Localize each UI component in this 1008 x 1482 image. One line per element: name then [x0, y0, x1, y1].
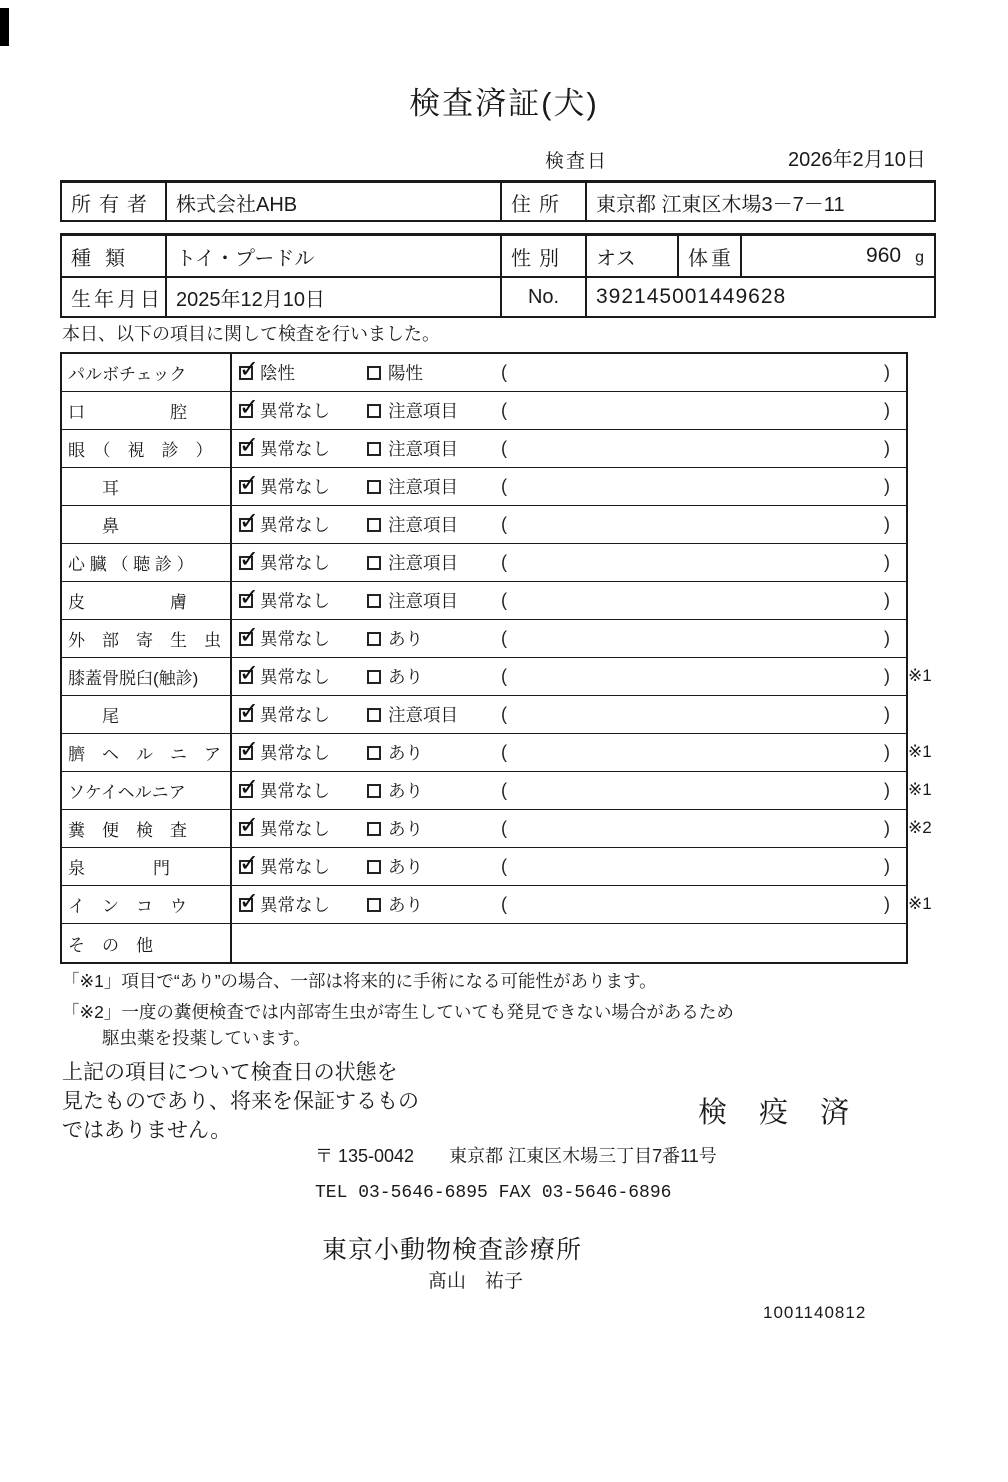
inspection-item-result — [232, 582, 906, 619]
checked-checkbox-icon — [239, 480, 253, 494]
checked-option-label: 異常なし — [260, 857, 330, 877]
inspection-date-label: 検査日 — [545, 151, 609, 172]
footnote-marker: ※1 — [908, 894, 932, 913]
remark-paren-close: ) — [884, 590, 890, 610]
weight-number: 960 — [866, 244, 902, 267]
page-title: 検査済証(犬) — [409, 86, 599, 121]
owner-table — [60, 180, 936, 222]
unchecked-option-label: あり — [388, 781, 423, 801]
remark-paren-close: ) — [884, 742, 890, 762]
owner-row — [62, 183, 934, 221]
inspection-item-result — [232, 734, 906, 771]
unchecked-checkbox-icon — [367, 860, 381, 874]
birth-row — [62, 276, 934, 316]
weight-unit: g — [915, 249, 924, 266]
unchecked-option-label: 注意項目 — [388, 553, 458, 573]
inspection-item-result — [232, 354, 906, 391]
unchecked-option-label: 陽性 — [388, 363, 423, 383]
remark-paren-close: ) — [884, 476, 890, 496]
footnote-2: 「※2」一度の糞便検査では内部寄生虫が寄生していても発見できない場合があるため — [62, 1002, 734, 1022]
tel-fax-line: TEL 03-5646-6895 FAX 03-5646-6896 — [315, 1183, 672, 1203]
unchecked-option-label: あり — [388, 629, 423, 649]
checked-checkbox-icon — [239, 784, 253, 798]
remark-paren-close: ) — [884, 400, 890, 420]
remark-paren-open: ( — [501, 590, 507, 610]
inspection-row — [62, 886, 932, 924]
inspection-row — [62, 924, 906, 962]
remark-paren-close: ) — [884, 666, 890, 686]
weight-value — [742, 236, 934, 276]
inspection-item-result — [232, 658, 906, 695]
inspection-item-label: 眼 （ 視 診 ） — [62, 430, 232, 467]
clinic-street-address: 東京都 江東区木場三丁目7番11号 — [449, 1146, 717, 1166]
inspection-row — [62, 392, 906, 430]
unchecked-checkbox-icon — [367, 518, 381, 532]
owner-label: 所有者 — [62, 183, 167, 221]
checked-option-label: 異常なし — [260, 819, 330, 839]
inspection-row — [62, 696, 906, 734]
remark-paren-close: ) — [884, 780, 890, 800]
unchecked-option-label: 注意項目 — [388, 477, 458, 497]
unchecked-checkbox-icon — [367, 366, 381, 380]
checked-checkbox-icon — [239, 860, 253, 874]
unchecked-option-label: あり — [388, 895, 423, 915]
inspection-item-label: イ ン コ ウ — [62, 886, 232, 923]
inspection-row — [62, 430, 906, 468]
inspection-item-label: 皮 膚 — [62, 582, 232, 619]
birth-label: 生年月日 — [62, 278, 167, 316]
no-value: 392145001449628 — [596, 285, 787, 308]
inspection-row — [62, 734, 932, 772]
checked-checkbox-icon — [239, 632, 253, 646]
remark-paren-open: ( — [501, 780, 507, 800]
unchecked-checkbox-icon — [367, 784, 381, 798]
footnote-2-continued: 駆虫薬を投薬しています。 — [102, 1028, 311, 1048]
unchecked-checkbox-icon — [367, 404, 381, 418]
sex-value: オス — [587, 236, 679, 276]
weight-label: 体重 — [679, 236, 742, 276]
checked-option-label: 異常なし — [260, 515, 330, 535]
footnote-marker: ※1 — [908, 666, 932, 685]
disclaimer-line-2: 見たものであり、将来を保証するもの — [62, 1090, 419, 1113]
remark-paren-close: ) — [884, 438, 890, 458]
inspection-row — [62, 620, 906, 658]
unchecked-option-label: あり — [388, 857, 423, 877]
footnote-1: 「※1」項目で“あり”の場合、一部は将来的に手術になる可能性があります。 — [62, 971, 657, 991]
inspection-item-label: 耳 — [62, 468, 232, 505]
remark-paren-close: ) — [884, 514, 890, 534]
unchecked-option-label: あり — [388, 743, 423, 763]
disclaimer-line-3: ではありません。 — [62, 1119, 232, 1142]
checked-checkbox-icon — [239, 746, 253, 760]
inspection-item-result — [232, 544, 906, 581]
unchecked-option-label: あり — [388, 819, 423, 839]
checked-checkbox-icon — [239, 404, 253, 418]
inspection-item-result — [232, 848, 906, 885]
inspection-row — [62, 772, 932, 810]
checked-option-label: 異常なし — [260, 705, 330, 725]
inspection-item-result — [232, 468, 906, 505]
inspection-item-result — [232, 886, 906, 923]
checked-checkbox-icon — [239, 708, 253, 722]
unchecked-checkbox-icon — [367, 708, 381, 722]
remark-paren-open: ( — [501, 476, 507, 496]
footnote-marker: ※1 — [908, 742, 932, 761]
remark-paren-close: ) — [884, 552, 890, 572]
checked-option-label: 異常なし — [260, 591, 330, 611]
clinic-address-line — [315, 1142, 717, 1168]
remark-paren-open: ( — [501, 666, 507, 686]
unchecked-checkbox-icon — [367, 822, 381, 836]
unchecked-option-label: 注意項目 — [388, 401, 458, 421]
inspection-item-label: 外 部 寄 生 虫 — [62, 620, 232, 657]
inspection-item-result — [232, 772, 906, 809]
inspection-row — [62, 658, 932, 696]
inspection-item-result — [232, 696, 906, 733]
inspection-item-result — [232, 810, 906, 847]
document-code: 1001140812 — [763, 1303, 867, 1322]
inspection-item-label: 心 臓 （ 聴 診 ） — [62, 544, 232, 581]
address-label: 住所 — [502, 183, 587, 221]
postal-code: 〒 135-0042 — [315, 1146, 415, 1166]
inspection-item-label: 糞 便 検 査 — [62, 810, 232, 847]
checked-option-label: 異常なし — [260, 667, 330, 687]
inspection-item-label: 尾 — [62, 696, 232, 733]
inspection-item-result — [232, 924, 906, 962]
footnote-marker: ※1 — [908, 780, 932, 799]
inspection-item-label: ソケイヘルニア — [62, 772, 232, 809]
checked-option-label: 陰性 — [260, 363, 295, 383]
remark-paren-close: ) — [884, 362, 890, 382]
breed-value: トイ・プードル — [167, 236, 502, 276]
unchecked-option-label: 注意項目 — [388, 705, 458, 725]
unchecked-option-label: あり — [388, 667, 423, 687]
remark-paren-open: ( — [501, 894, 507, 914]
checked-option-label: 異常なし — [260, 895, 330, 915]
checked-checkbox-icon — [239, 670, 253, 684]
disclaimer-line-1: 上記の項目について検査日の状態を — [62, 1061, 398, 1084]
inspection-item-label: 泉 門 — [62, 848, 232, 885]
clinic-name: 東京小動物検査診療所 — [322, 1236, 583, 1264]
inspection-row — [62, 544, 906, 582]
checked-option-label: 異常なし — [260, 439, 330, 459]
remark-paren-open: ( — [501, 514, 507, 534]
remark-paren-close: ) — [884, 856, 890, 876]
no-label: No. — [502, 278, 587, 316]
checked-checkbox-icon — [239, 594, 253, 608]
address-value: 東京都 江東区木場3－7－11 — [596, 193, 845, 216]
remark-paren-open: ( — [501, 818, 507, 838]
checked-option-label: 異常なし — [260, 477, 330, 497]
unchecked-checkbox-icon — [367, 594, 381, 608]
inspection-item-label: 鼻 — [62, 506, 232, 543]
unchecked-checkbox-icon — [367, 632, 381, 646]
inspection-item-label: パルボチェック — [62, 354, 232, 391]
checked-option-label: 異常なし — [260, 781, 330, 801]
remark-paren-close: ) — [884, 894, 890, 914]
remark-paren-open: ( — [501, 362, 507, 382]
unchecked-checkbox-icon — [367, 746, 381, 760]
remark-paren-close: ) — [884, 818, 890, 838]
checked-option-label: 異常なし — [260, 629, 330, 649]
scan-artifact-mark — [0, 8, 9, 46]
breed-label: 種類 — [62, 236, 167, 276]
inspection-item-result — [232, 620, 906, 657]
info-table — [60, 233, 936, 318]
remark-paren-open: ( — [501, 704, 507, 724]
checked-checkbox-icon — [239, 442, 253, 456]
inspection-date-value: 2026年2月10日 — [788, 149, 926, 171]
inspection-row — [62, 848, 906, 886]
remark-paren-open: ( — [501, 742, 507, 762]
inspection-item-result — [232, 506, 906, 543]
inspection-item-label: 口 腔 — [62, 392, 232, 429]
inspection-row — [62, 468, 906, 506]
breed-row — [62, 236, 934, 276]
checked-option-label: 異常なし — [260, 553, 330, 573]
checked-option-label: 異常なし — [260, 401, 330, 421]
unchecked-checkbox-icon — [367, 442, 381, 456]
inspection-item-result — [232, 430, 906, 467]
unchecked-option-label: 注意項目 — [388, 439, 458, 459]
checked-option-label: 異常なし — [260, 743, 330, 763]
unchecked-checkbox-icon — [367, 480, 381, 494]
inspection-item-label: 臍 ヘ ル ニ ア — [62, 734, 232, 771]
remark-paren-close: ) — [884, 628, 890, 648]
remark-paren-open: ( — [501, 400, 507, 420]
inspection-row — [62, 506, 906, 544]
veterinarian-name: 髙山 祐子 — [428, 1271, 524, 1292]
checked-checkbox-icon — [239, 366, 253, 380]
inspection-row — [62, 582, 906, 620]
footnote-marker: ※2 — [908, 818, 932, 837]
inspection-row — [62, 354, 906, 392]
intro-text: 本日、以下の項目に関して検査を行いました。 — [62, 324, 440, 344]
checked-checkbox-icon — [239, 898, 253, 912]
checked-checkbox-icon — [239, 556, 253, 570]
unchecked-checkbox-icon — [367, 670, 381, 684]
unchecked-option-label: 注意項目 — [388, 515, 458, 535]
inspection-row — [62, 810, 932, 848]
unchecked-checkbox-icon — [367, 556, 381, 570]
remark-paren-open: ( — [501, 628, 507, 648]
unchecked-option-label: 注意項目 — [388, 591, 458, 611]
birth-value: 2025年12月10日 — [167, 278, 502, 316]
sex-label: 性別 — [502, 236, 587, 276]
remark-paren-close: ) — [884, 704, 890, 724]
remark-paren-open: ( — [501, 438, 507, 458]
owner-value: 株式会社AHB — [167, 183, 502, 221]
remark-paren-open: ( — [501, 856, 507, 876]
inspection-item-label: 膝蓋骨脱臼(触診) — [62, 658, 232, 695]
checked-checkbox-icon — [239, 822, 253, 836]
unchecked-checkbox-icon — [367, 898, 381, 912]
inspection-item-result — [232, 392, 906, 429]
quarantine-stamp: 検 疫 済 — [698, 1097, 862, 1129]
checked-checkbox-icon — [239, 518, 253, 532]
remark-paren-open: ( — [501, 552, 507, 572]
inspection-item-label: そ の 他 — [62, 924, 232, 962]
inspection-table — [60, 352, 932, 964]
